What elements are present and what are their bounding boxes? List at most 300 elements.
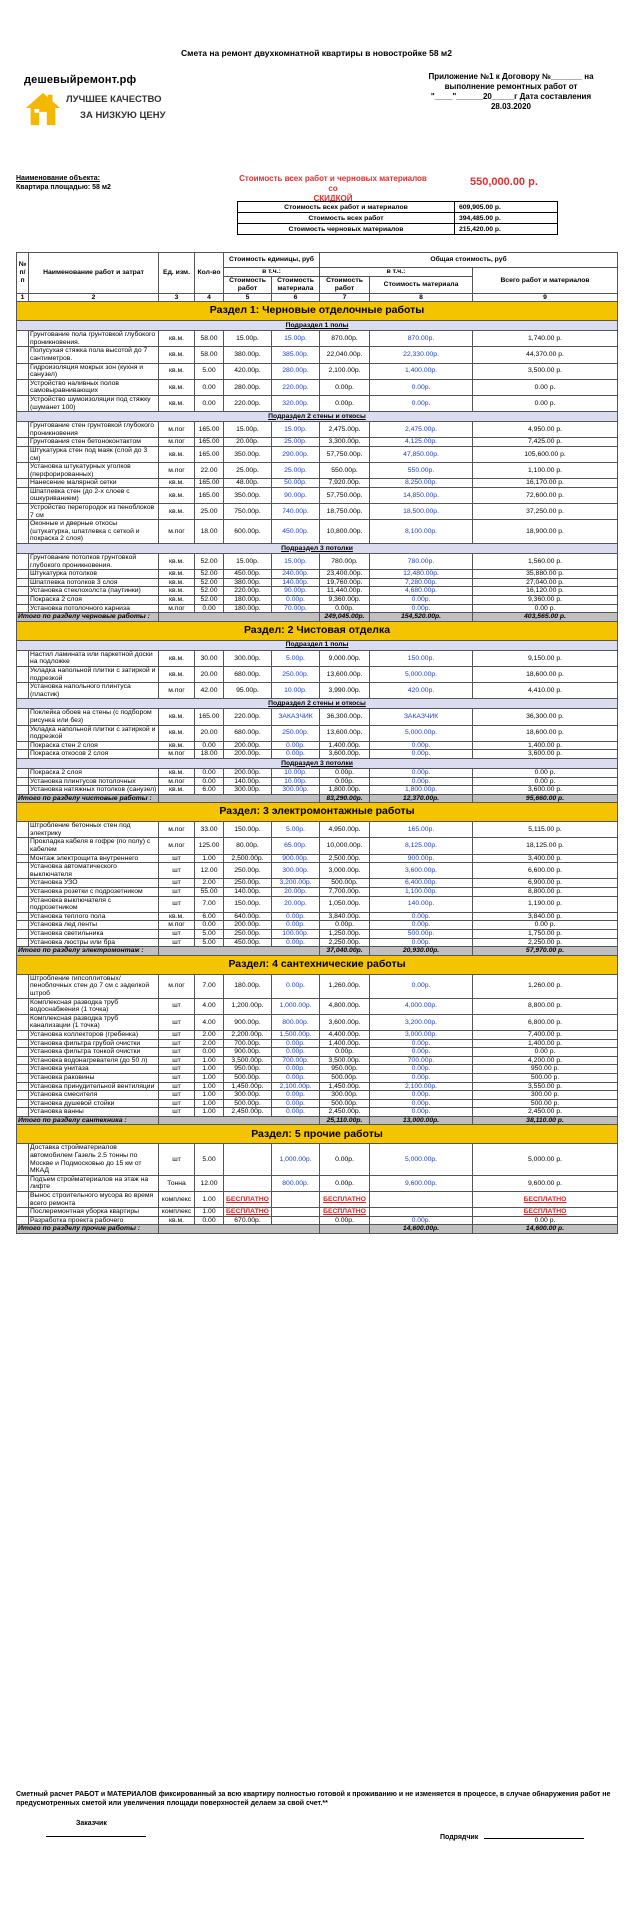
table-row bbox=[17, 998, 618, 1014]
section-total-row bbox=[17, 794, 618, 803]
item-name: Установка фильтра тонкой очистки bbox=[29, 1048, 159, 1057]
promo-price: 550,000.00 р. bbox=[470, 176, 538, 188]
total-material-cost: 3,200.00р. bbox=[370, 1014, 473, 1030]
item-unit: кв.м. bbox=[159, 347, 195, 363]
total-all-cost: 36,300.00 р. bbox=[473, 709, 618, 725]
company-logo bbox=[18, 74, 208, 142]
item-qty: 55.00 bbox=[195, 888, 224, 897]
row-number bbox=[17, 879, 29, 888]
item-qty: 25.00 bbox=[195, 504, 224, 520]
total-material-cost: 900.00р. bbox=[370, 854, 473, 863]
unit-material-cost: 250.00р. bbox=[272, 725, 320, 741]
total-material-cost: ЗАКАЗЧИК bbox=[370, 709, 473, 725]
item-qty: 1.00 bbox=[195, 1056, 224, 1065]
row-number bbox=[17, 1065, 29, 1074]
section-title: Раздел 1: Черновые отделочные работы bbox=[17, 302, 618, 321]
unit-material-cost: 65.00р. bbox=[272, 838, 320, 854]
total-all-cost: 7,400.00 р. bbox=[473, 1030, 618, 1039]
table-row bbox=[17, 1056, 618, 1065]
promo-text bbox=[238, 174, 428, 204]
row-number bbox=[17, 347, 29, 363]
total-work-cost: 1,450.00р. bbox=[320, 1082, 370, 1091]
unit-work-cost: 350.00р. bbox=[224, 487, 272, 503]
total-material-cost: 0.00р. bbox=[370, 777, 473, 786]
unit-work-cost: 2,200.00р. bbox=[224, 1030, 272, 1039]
item-name: Установка теплого пола bbox=[29, 912, 159, 921]
total-all-cost: 5,115.00 р. bbox=[473, 822, 618, 838]
table-row bbox=[17, 1208, 618, 1217]
row-number bbox=[17, 741, 29, 750]
unit-work-cost: 150.00р. bbox=[224, 822, 272, 838]
unit-work-cost: 250.00р. bbox=[224, 879, 272, 888]
unit-material-cost: 2,100.00р. bbox=[272, 1082, 320, 1091]
total-all-cost: 0.00 р. bbox=[473, 379, 618, 395]
unit-material-cost: 0.00р. bbox=[272, 974, 320, 998]
unit-material-cost: 15.00р. bbox=[272, 554, 320, 570]
total-material-cost: 0.00р. bbox=[370, 912, 473, 921]
table-row bbox=[17, 596, 618, 605]
unit-material-cost: 800.00р. bbox=[272, 1175, 320, 1191]
logo-slogan-2: ЗА НИЗКУЮ ЦЕНУ bbox=[80, 110, 166, 121]
row-number bbox=[17, 479, 29, 488]
unit-work-cost: 180.00р. bbox=[224, 974, 272, 998]
total-material-cost: 0.00р. bbox=[370, 938, 473, 947]
total-material-cost: 165.00р. bbox=[370, 822, 473, 838]
item-name: Установка УЗО bbox=[29, 879, 159, 888]
total-work-cost: 1,400.00р. bbox=[320, 1039, 370, 1048]
row-number bbox=[17, 363, 29, 379]
section-total-all: 14,600.00 р. bbox=[473, 1225, 618, 1234]
column-number: 2 bbox=[29, 293, 159, 302]
unit-material-cost: 0.00р. bbox=[272, 1065, 320, 1074]
house-icon bbox=[24, 90, 62, 128]
table-row bbox=[17, 1108, 618, 1117]
total-work-cost: 2,500.00р. bbox=[320, 854, 370, 863]
item-qty: 6.00 bbox=[195, 912, 224, 921]
total-material-cost: 22,330.00р. bbox=[370, 347, 473, 363]
unit-work-cost: 300.00р. bbox=[224, 786, 272, 795]
total-all-cost: 0.00 р. bbox=[473, 1216, 618, 1225]
total-work-cost: 0.00р. bbox=[320, 379, 370, 395]
summary-table bbox=[237, 201, 558, 235]
item-name: Установка ванны bbox=[29, 1108, 159, 1117]
header-qty: Кол-во bbox=[195, 253, 224, 294]
section-total-material: 14,600.00р. bbox=[370, 1225, 473, 1234]
unit-work-cost: 350.00р. bbox=[224, 446, 272, 462]
item-unit: шт bbox=[159, 1082, 195, 1091]
item-name: Вынос строительного мусора во время всего ремонта bbox=[29, 1192, 159, 1208]
object-block bbox=[16, 174, 111, 192]
item-qty: 125.00 bbox=[195, 838, 224, 854]
header-work: Стоимость работ bbox=[320, 276, 370, 293]
section-total-material: 154,520.00р. bbox=[370, 613, 473, 622]
table-row bbox=[17, 912, 618, 921]
header-name: Наименование работ и затрат bbox=[29, 253, 159, 294]
total-work-cost: 1,400.00р. bbox=[320, 741, 370, 750]
row-number bbox=[17, 1056, 29, 1065]
unit-material-cost: 800.00р. bbox=[272, 1014, 320, 1030]
unit-work-cost: 380.00р. bbox=[224, 347, 272, 363]
total-work-cost: 870.00р. bbox=[320, 331, 370, 347]
item-unit: шт bbox=[159, 1073, 195, 1082]
unit-work-cost: 250.00р. bbox=[224, 930, 272, 939]
item-qty: 1.00 bbox=[195, 1108, 224, 1117]
item-name: Оконные и дверные откосы (штукатурка, шпатлевка с сеткой и покраска 2 слоя) bbox=[29, 520, 159, 544]
item-qty: 165.00 bbox=[195, 487, 224, 503]
unit-work-cost: 220.00р. bbox=[224, 395, 272, 411]
unit-material-cost: 700.00р. bbox=[272, 1056, 320, 1065]
item-name: Установка светильника bbox=[29, 930, 159, 939]
total-material-cost: 0.00р. bbox=[370, 1099, 473, 1108]
total-material-cost: 500.00р. bbox=[370, 930, 473, 939]
unit-work-cost bbox=[224, 1175, 272, 1191]
total-work-cost: 9,000.00р. bbox=[320, 650, 370, 666]
table-row bbox=[17, 1091, 618, 1100]
row-number bbox=[17, 912, 29, 921]
row-number bbox=[17, 777, 29, 786]
total-material-cost: 550.00р. bbox=[370, 463, 473, 479]
table-row bbox=[17, 379, 618, 395]
item-unit: кв.м. bbox=[159, 504, 195, 520]
table-row bbox=[17, 709, 618, 725]
summary-value: 394,485.00 р. bbox=[455, 213, 558, 224]
total-material-cost: 0.00р. bbox=[370, 596, 473, 605]
unit-work-cost: 680.00р. bbox=[224, 666, 272, 682]
empty-cell bbox=[159, 794, 320, 803]
item-name: Штробление гипсоплитовых/пеноблочных стен до 7 см с заделкой штроб bbox=[29, 974, 159, 998]
row-number bbox=[17, 750, 29, 759]
total-material-cost: 4,125.00р. bbox=[370, 438, 473, 447]
item-qty: 6.00 bbox=[195, 786, 224, 795]
section-total-material: 13,000.00р. bbox=[370, 1116, 473, 1125]
total-all-cost: 500.00 р. bbox=[473, 1073, 618, 1082]
total-all-cost: 35,880.00 р. bbox=[473, 570, 618, 579]
table-row bbox=[17, 1039, 618, 1048]
item-qty: 0.00 bbox=[195, 921, 224, 930]
unit-material-cost: 25.00р. bbox=[272, 438, 320, 447]
unit-work-cost: 900.00р. bbox=[224, 1014, 272, 1030]
total-material-cost: 0.00р. bbox=[370, 1073, 473, 1082]
unit-work-cost: 180.00р. bbox=[224, 596, 272, 605]
item-qty: 33.00 bbox=[195, 822, 224, 838]
total-work-cost: 3,300.00р. bbox=[320, 438, 370, 447]
total-material-cost: 150.00р. bbox=[370, 650, 473, 666]
total-work-cost: 2,475.00р. bbox=[320, 422, 370, 438]
row-number bbox=[17, 1144, 29, 1175]
unit-work-cost: 500.00р. bbox=[224, 1073, 272, 1082]
signature-line bbox=[46, 1836, 146, 1837]
unit-work-cost: 95.00р. bbox=[224, 683, 272, 699]
table-row bbox=[17, 896, 618, 912]
total-material-cost: 1,400.00р. bbox=[370, 363, 473, 379]
total-material-cost: 6,400.00р. bbox=[370, 879, 473, 888]
section-header bbox=[17, 302, 618, 321]
item-unit: шт bbox=[159, 938, 195, 947]
total-material-cost: 12,480.00р. bbox=[370, 570, 473, 579]
total-work-cost: 13,600.00р. bbox=[320, 666, 370, 682]
item-unit: м.пог bbox=[159, 604, 195, 613]
total-work-cost: 1,050.00р. bbox=[320, 896, 370, 912]
item-unit: шт bbox=[159, 879, 195, 888]
table-row bbox=[17, 666, 618, 682]
total-all-cost: 16,170.00 р. bbox=[473, 479, 618, 488]
section-total-row bbox=[17, 1225, 618, 1234]
total-work-cost: 0.00р. bbox=[320, 1216, 370, 1225]
item-qty: 42.00 bbox=[195, 683, 224, 699]
table-row bbox=[17, 863, 618, 879]
total-material-cost: 47,850.00р. bbox=[370, 446, 473, 462]
item-name: Поклейка обоев на стены (с подбором рисунка или без) bbox=[29, 709, 159, 725]
unit-work-cost: 450.00р. bbox=[224, 938, 272, 947]
item-qty: 165.00 bbox=[195, 422, 224, 438]
total-all-cost: 5,000.00 р. bbox=[473, 1144, 618, 1175]
unit-material-cost: 900.00р. bbox=[272, 854, 320, 863]
total-work-cost: 57,750.00р. bbox=[320, 487, 370, 503]
item-unit: шт bbox=[159, 1065, 195, 1074]
row-number bbox=[17, 938, 29, 947]
item-name: Полусухая стяжка пола высотой до 7 сантиметров. bbox=[29, 347, 159, 363]
row-number bbox=[17, 1091, 29, 1100]
item-qty: 0.00 bbox=[195, 777, 224, 786]
row-number bbox=[17, 438, 29, 447]
appendix-block bbox=[400, 72, 622, 112]
item-unit: кв.м. bbox=[159, 487, 195, 503]
unit-material-cost: 220.00р. bbox=[272, 379, 320, 395]
item-name: Доставка стройматериалов автомобилем Газель 2.5 тонны по Москве и Подмосковью до 15 км от МКАД bbox=[29, 1144, 159, 1175]
item-unit: кв.м. bbox=[159, 363, 195, 379]
logo-name: дешевыйремонт.рф bbox=[24, 74, 137, 86]
summary-row bbox=[238, 213, 558, 224]
empty-cell bbox=[159, 1225, 320, 1234]
item-qty: 1.00 bbox=[195, 1082, 224, 1091]
item-name: Грунтование пола грунтовкой глубокого проникновения. bbox=[29, 331, 159, 347]
row-number bbox=[17, 554, 29, 570]
row-number bbox=[17, 786, 29, 795]
table-row bbox=[17, 331, 618, 347]
section-title: Раздел: 2 Чистовая отделка bbox=[17, 621, 618, 640]
item-unit: кв.м. bbox=[159, 725, 195, 741]
row-number bbox=[17, 768, 29, 777]
total-work-cost: 1,250.00р. bbox=[320, 930, 370, 939]
item-name: Штукатурка потолков bbox=[29, 570, 159, 579]
item-unit: м.пог bbox=[159, 683, 195, 699]
total-all-cost: 0.00 р. bbox=[473, 604, 618, 613]
unit-material-cost: 1,500.00р. bbox=[272, 1030, 320, 1039]
header-row bbox=[17, 253, 618, 268]
total-all-cost: 0.00 р. bbox=[473, 768, 618, 777]
unit-material-cost: 140.00р. bbox=[272, 578, 320, 587]
customer-signature bbox=[76, 1820, 146, 1837]
total-material-cost: 0.00р. bbox=[370, 750, 473, 759]
unit-work-cost: 15.00р. bbox=[224, 554, 272, 570]
item-name: Установка унитаза bbox=[29, 1065, 159, 1074]
section-total-label: Итого по разделу чистовые работы : bbox=[17, 794, 159, 803]
table-row bbox=[17, 1065, 618, 1074]
item-qty: 165.00 bbox=[195, 709, 224, 725]
unit-work-cost: 15.00р. bbox=[224, 331, 272, 347]
table-row bbox=[17, 1082, 618, 1091]
total-work-cost: 11,440.00р. bbox=[320, 587, 370, 596]
header-material: Стоимость материала bbox=[370, 276, 473, 293]
item-qty: 12.00 bbox=[195, 1175, 224, 1191]
total-material-cost: 780.00р. bbox=[370, 554, 473, 570]
summary-label: Стоимость черновых материалов bbox=[238, 224, 455, 235]
section-total-row bbox=[17, 1116, 618, 1125]
total-work-cost: 500.00р. bbox=[320, 1099, 370, 1108]
column-number: 9 bbox=[473, 293, 618, 302]
item-unit: шт bbox=[159, 854, 195, 863]
total-all-cost: 3,400.00 р. bbox=[473, 854, 618, 863]
item-qty: 1.00 bbox=[195, 1192, 224, 1208]
unit-material-cost bbox=[272, 1208, 320, 1217]
item-name: Установка раковины bbox=[29, 1073, 159, 1082]
item-qty: 165.00 bbox=[195, 438, 224, 447]
unit-material-cost: 1,000.00р. bbox=[272, 998, 320, 1014]
item-unit: кв.м. bbox=[159, 596, 195, 605]
item-name: Комплексная разводка труб водоснабжения (1 точка) bbox=[29, 998, 159, 1014]
item-name: Установка коллекторов (гребенка) bbox=[29, 1030, 159, 1039]
total-work-cost: 1,800.00р. bbox=[320, 786, 370, 795]
subsection-header bbox=[17, 758, 618, 768]
total-material-cost: 8,250.00р. bbox=[370, 479, 473, 488]
unit-material-cost: 0.00р. bbox=[272, 750, 320, 759]
total-work-cost: 300.00р. bbox=[320, 1091, 370, 1100]
estimate-table bbox=[16, 252, 618, 1234]
item-name: Установка штукатурных уголков (перфорированных) bbox=[29, 463, 159, 479]
contractor-signature bbox=[440, 1834, 584, 1841]
item-name: Штукатурка стен под маяк (слой до 3 см) bbox=[29, 446, 159, 462]
row-number bbox=[17, 822, 29, 838]
item-qty: 5.00 bbox=[195, 930, 224, 939]
item-name: Укладка напольной плитки с затиркой и подрезкой bbox=[29, 666, 159, 682]
total-all-cost: 9,150.00 р. bbox=[473, 650, 618, 666]
item-unit: кв.м. bbox=[159, 709, 195, 725]
header-unit: Ед. изм. bbox=[159, 253, 195, 294]
unit-material-cost: 0.00р. bbox=[272, 1091, 320, 1100]
total-material-cost: 0.00р. bbox=[370, 921, 473, 930]
table-row bbox=[17, 1014, 618, 1030]
unit-work-cost: 20.00р. bbox=[224, 438, 272, 447]
total-material-cost: 700.00р. bbox=[370, 1056, 473, 1065]
row-number bbox=[17, 650, 29, 666]
unit-material-cost: 740.00р. bbox=[272, 504, 320, 520]
section-total-label: Итого по разделу черновые работы : bbox=[17, 613, 159, 622]
item-unit: шт bbox=[159, 1014, 195, 1030]
item-unit: шт bbox=[159, 1048, 195, 1057]
subsection-header bbox=[17, 544, 618, 554]
row-number bbox=[17, 1208, 29, 1217]
unit-material-cost: 1,000.00р. bbox=[272, 1144, 320, 1175]
row-number bbox=[17, 854, 29, 863]
total-all-cost: 3,600.00 р. bbox=[473, 786, 618, 795]
row-number bbox=[17, 1048, 29, 1057]
unit-work-cost: 280.00р. bbox=[224, 379, 272, 395]
row-number bbox=[17, 1192, 29, 1208]
summary-row bbox=[238, 202, 558, 213]
total-all-cost: 8,800.00 р. bbox=[473, 888, 618, 897]
item-qty: 5.00 bbox=[195, 938, 224, 947]
section-total-material: 12,370.00р. bbox=[370, 794, 473, 803]
item-qty: 4.00 bbox=[195, 998, 224, 1014]
unit-work-cost: 300.00р. bbox=[224, 650, 272, 666]
item-unit: кв.м. bbox=[159, 587, 195, 596]
unit-work-cost: 300.00р. bbox=[224, 1091, 272, 1100]
row-number bbox=[17, 1030, 29, 1039]
total-material-cost bbox=[370, 1208, 473, 1217]
total-work-cost: 0.00р. bbox=[320, 1175, 370, 1191]
total-all-cost: 18,900.00 р. bbox=[473, 520, 618, 544]
table-row bbox=[17, 587, 618, 596]
unit-work-cost: 420.00р. bbox=[224, 363, 272, 379]
unit-work-cost: 640.00р. bbox=[224, 912, 272, 921]
table-row bbox=[17, 838, 618, 854]
table-row bbox=[17, 1048, 618, 1057]
unit-material-cost: 0.00р. bbox=[272, 1099, 320, 1108]
total-all-cost: 3,840.00 р. bbox=[473, 912, 618, 921]
summary-row bbox=[238, 224, 558, 235]
item-name: Шпатлевка потолков 3 слоя bbox=[29, 578, 159, 587]
item-name: Установка напольного плинтуса (пластик) bbox=[29, 683, 159, 699]
item-unit: м.пог bbox=[159, 921, 195, 930]
unit-work-cost: 140.00р. bbox=[224, 777, 272, 786]
unit-material-cost: 90.00р. bbox=[272, 587, 320, 596]
total-material-cost: 1,800.00р. bbox=[370, 786, 473, 795]
item-unit: кв.м. bbox=[159, 570, 195, 579]
item-qty: 52.00 bbox=[195, 587, 224, 596]
unit-work-cost: 80.00р. bbox=[224, 838, 272, 854]
item-name: Подъем стройматериалов на этаж на лифте bbox=[29, 1175, 159, 1191]
empty-cell bbox=[159, 947, 320, 956]
total-all-cost: 9,600.00 р. bbox=[473, 1175, 618, 1191]
total-work-cost: 3,600.00р. bbox=[320, 1014, 370, 1030]
row-number bbox=[17, 1073, 29, 1082]
total-all-cost: 44,370.00 р. bbox=[473, 347, 618, 363]
item-qty: 20.00 bbox=[195, 725, 224, 741]
item-qty: 0.00 bbox=[195, 1216, 224, 1225]
table-row bbox=[17, 363, 618, 379]
total-all-cost: 4,410.00 р. bbox=[473, 683, 618, 699]
table-row bbox=[17, 1216, 618, 1225]
table-row bbox=[17, 921, 618, 930]
unit-work-cost: 200.00р. bbox=[224, 921, 272, 930]
item-name: Устройство наливных полов самовыравнивающих bbox=[29, 379, 159, 395]
total-material-cost: 420.00р. bbox=[370, 683, 473, 699]
item-qty: 30.00 bbox=[195, 650, 224, 666]
row-number bbox=[17, 463, 29, 479]
unit-work-cost: 500.00р. bbox=[224, 1099, 272, 1108]
item-name: Укладка напольной плитки с затиркой и подрезкой bbox=[29, 725, 159, 741]
item-unit: комплекс bbox=[159, 1208, 195, 1217]
item-unit: шт bbox=[159, 888, 195, 897]
total-material-cost: 2,475.00р. bbox=[370, 422, 473, 438]
total-work-cost: 3,600.00р. bbox=[320, 750, 370, 759]
unit-material-cost: 0.00р. bbox=[272, 1073, 320, 1082]
unit-material-cost: 25.00р. bbox=[272, 463, 320, 479]
unit-material-cost: 10.00р. bbox=[272, 777, 320, 786]
item-unit: шт bbox=[159, 863, 195, 879]
item-unit: шт bbox=[159, 1030, 195, 1039]
item-qty: 18.00 bbox=[195, 520, 224, 544]
row-number bbox=[17, 570, 29, 579]
total-material-cost: 7,280.00р. bbox=[370, 578, 473, 587]
total-work-cost: 4,950.00р. bbox=[320, 822, 370, 838]
item-qty: 58.00 bbox=[195, 331, 224, 347]
item-qty: 1.00 bbox=[195, 1208, 224, 1217]
item-qty: 7.00 bbox=[195, 896, 224, 912]
item-name: Покраска откосов 2 слоя bbox=[29, 750, 159, 759]
row-number bbox=[17, 1175, 29, 1191]
total-work-cost: 36,300.00р. bbox=[320, 709, 370, 725]
